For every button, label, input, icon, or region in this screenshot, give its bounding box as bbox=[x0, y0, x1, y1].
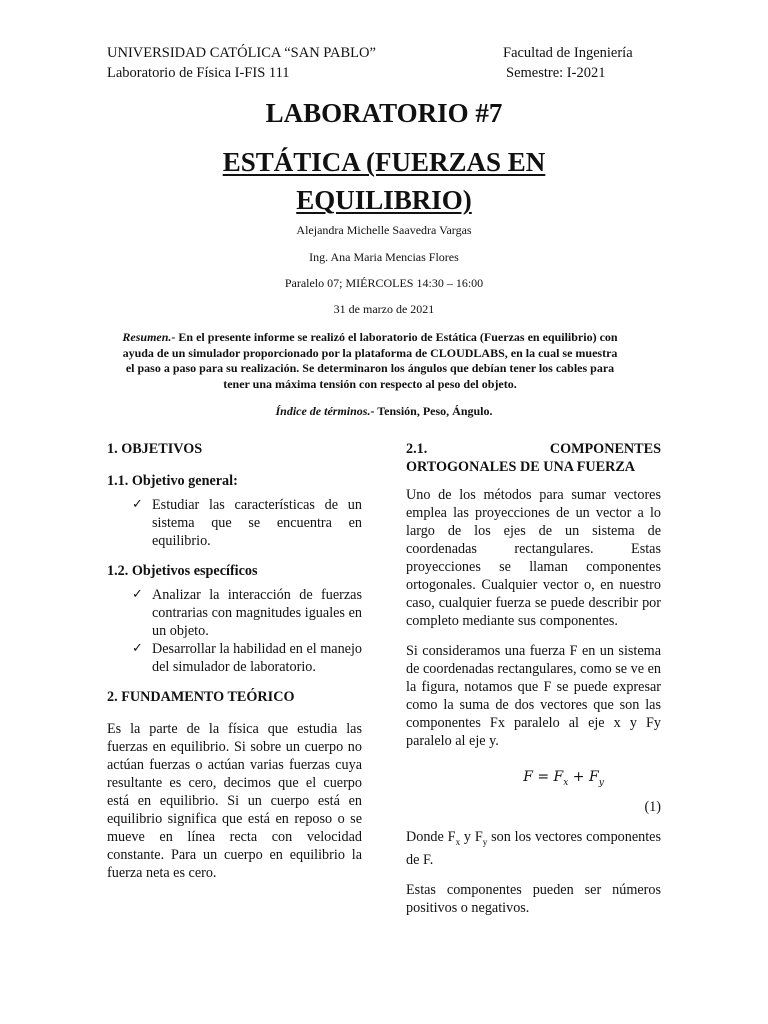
header-semester: Semestre: I-2021 bbox=[506, 65, 606, 81]
subtitle-line1: ESTÁTICA (FUERZAS EN bbox=[222, 147, 546, 177]
eq-term1: F bbox=[553, 769, 564, 785]
date: 31 de marzo de 2021 bbox=[333, 302, 435, 316]
paragraph-fuerza: Si consideramos una fuerza F en un sistema de coordenadas rectangulares, como se ve en la figura, notamos que F se puede expresar como la suma de dos vectores que son las componentes Fx paralelo al eje x y Fy paralelo al eje y. bbox=[406, 643, 661, 749]
section-heading-objetivos: 1. OBJETIVOS bbox=[107, 441, 203, 457]
subsection-heading-specific: 1.2. Objetivos específicos bbox=[107, 563, 258, 579]
paragraph-donde bbox=[406, 828, 661, 869]
checkmark-icon: ✓ bbox=[132, 641, 143, 656]
objective-text: Estudiar las características de un sistema que se encuentra en equilibrio. bbox=[152, 497, 362, 549]
author: Alejandra Michelle Saavedra Vargas bbox=[296, 223, 472, 237]
eq-sub-x: x bbox=[563, 777, 569, 788]
instructor: Ing. Ana Maria Mencias Flores bbox=[309, 250, 459, 264]
index-terms bbox=[0, 404, 768, 419]
eq-lhs: F bbox=[523, 769, 533, 785]
subtitle-line2: EQUILIBRIO) bbox=[296, 185, 472, 215]
donde-sub-y: y bbox=[482, 836, 488, 847]
right-column bbox=[406, 440, 661, 929]
objective-text: Desarrollar la habilidad en el manejo del simulador de laboratorio. bbox=[152, 641, 362, 675]
section-heading-componentes bbox=[406, 440, 661, 476]
page-title: LABORATORIO #7 bbox=[265, 98, 503, 128]
heading-number: 2.1. bbox=[406, 441, 428, 457]
paragraph-signos: Estas componentes pueden ser números positivos o negativos. bbox=[406, 881, 661, 916]
abstract-text: En el presente informe se realizó el laboratorio de Estática (Fuerzas en equilibrio) con ayuda de un simulador proporcionado por la plataforma de CLOUDLABS, en la cual se muestra el paso a paso para su realización. Se determinaron los ángulos que debían tener los cables para tener una máxima tensión con respecto al peso del objeto. bbox=[122, 330, 618, 391]
index-terms-label: Índice de términos.- bbox=[275, 404, 375, 418]
objective-item bbox=[107, 586, 362, 640]
donde-part2: y F bbox=[460, 828, 483, 845]
paragraph-fundamento: Es la parte de la física que estudia las fuerzas en equilibrio. Si sobre un cuerpo no actúan fuerzas o actúan varias fuerzas cuya resultante es cero, decimos que el cuerpo está en equilibrio. Si un cuerpo está en equilibrio significa que está en reposo o se mueve en línea recta con velocidad constante. Para un cuerpo en equilibrio la fuerza neta es cero. bbox=[107, 721, 362, 881]
donde-part1: Donde F bbox=[406, 828, 456, 845]
subsection-heading-general: 1.1. Objetivo general: bbox=[107, 473, 238, 489]
left-column bbox=[107, 440, 362, 894]
eq-plus: + bbox=[568, 769, 589, 785]
objective-item bbox=[107, 640, 362, 676]
schedule: Paralelo 07; MIÉRCOLES 14:30 – 16:00 bbox=[284, 276, 484, 290]
general-objectives-list bbox=[107, 496, 362, 550]
objective-text: Analizar la interacción de fuerzas contrarias con magnitudes iguales en un objeto. bbox=[152, 587, 362, 639]
eq-equals: = bbox=[532, 769, 554, 785]
checkmark-icon: ✓ bbox=[132, 587, 143, 602]
header-faculty: Facultad de Ingeniería bbox=[503, 45, 633, 61]
specific-objectives-list bbox=[107, 586, 362, 676]
objective-item bbox=[107, 496, 362, 550]
eq-term2: F bbox=[588, 769, 599, 785]
page-subtitle bbox=[0, 143, 768, 219]
abstract-label: Resumen.- bbox=[122, 330, 176, 344]
paragraph-componentes: Uno de los métodos para sumar vectores emplea las proyecciones de un vector a lo largo de los ejes de un sistema de coordenadas rectangulares. Estas proyecciones se llaman componentes ortogonales. Cualquier vector o, en nuestro caso, cualquier fuerza se puede describir por completo mediante sus componentes. bbox=[406, 487, 661, 629]
equation-number: (1) bbox=[644, 798, 661, 815]
header-lab: Laboratorio de Física I-FIS 111 bbox=[107, 65, 290, 81]
equation bbox=[466, 768, 661, 792]
heading-rest: ORTOGONALES DE UNA FUERZA bbox=[406, 459, 636, 475]
eq-sub-y: y bbox=[598, 777, 604, 788]
section-heading-fundamento: 2. FUNDAMENTO TEÓRICO bbox=[107, 689, 295, 705]
index-terms-text: Tensión, Peso, Ángulo. bbox=[377, 404, 493, 418]
header-university: UNIVERSIDAD CATÓLICA “SAN PABLO” bbox=[107, 45, 376, 61]
heading-word: COMPONENTES bbox=[549, 441, 661, 457]
donde-part3: son los vectores componentes de F. bbox=[406, 828, 661, 868]
checkmark-icon: ✓ bbox=[132, 497, 143, 512]
abstract bbox=[118, 330, 622, 392]
donde-sub-x: x bbox=[455, 836, 461, 847]
